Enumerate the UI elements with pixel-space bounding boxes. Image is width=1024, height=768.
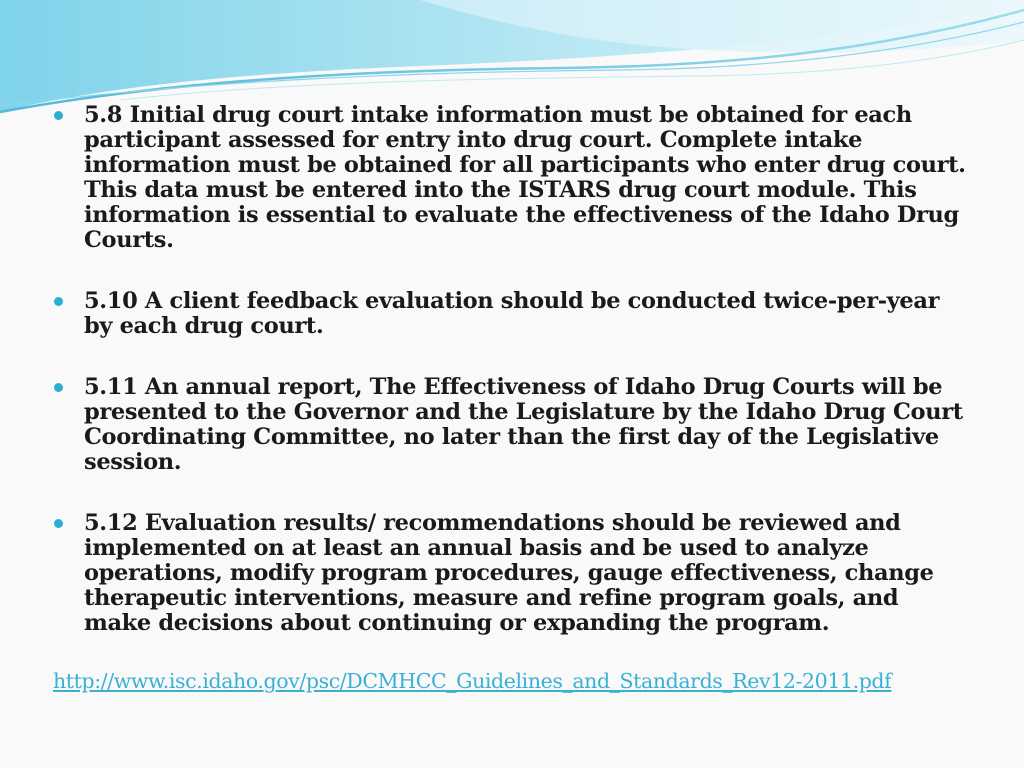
- bullet-item: [50, 103, 970, 253]
- bullet-item: [50, 289, 970, 339]
- bullet-item: [50, 511, 970, 636]
- bullet-text: 5.12 Evaluation results/ recommendations should be reviewed and implemented on at least an annual basis and be used to analyze operations, modify program procedures, gauge effectiveness, change therapeutic interventions, measure and refine program goals, and make decisions about continuing or expanding the program.: [84, 510, 934, 636]
- bullet-text: 5.11 An annual report, The Effectiveness of Idaho Drug Courts will be presented to the Governor and the Legislature by the Idaho Drug Court Coordinating Committee, no later than the first day of the Legislative session.: [84, 374, 963, 475]
- bullet-dot-icon: [54, 519, 63, 528]
- bullet-list: [50, 103, 970, 636]
- bullet-dot-icon: [54, 383, 63, 392]
- source-link[interactable]: http://www.isc.idaho.gov/psc/DCMHCC_Guidelines_and_Standards_Rev12-2011.pdf: [53, 669, 892, 693]
- bullet-text: 5.10 A client feedback evaluation should be conducted twice-per-year by each drug court.: [84, 288, 940, 339]
- bullet-dot-icon: [54, 297, 63, 306]
- bullet-text: 5.8 Initial drug court intake information must be obtained for each participant assessed for entry into drug court. Complete intake information must be obtained for all participants who enter drug court. This data must be entered into the ISTARS drug court module. This information is essential to evaluate the effectiveness of the Idaho Drug Courts.: [84, 102, 966, 253]
- bullet-item: [50, 375, 970, 475]
- bullet-dot-icon: [54, 111, 63, 120]
